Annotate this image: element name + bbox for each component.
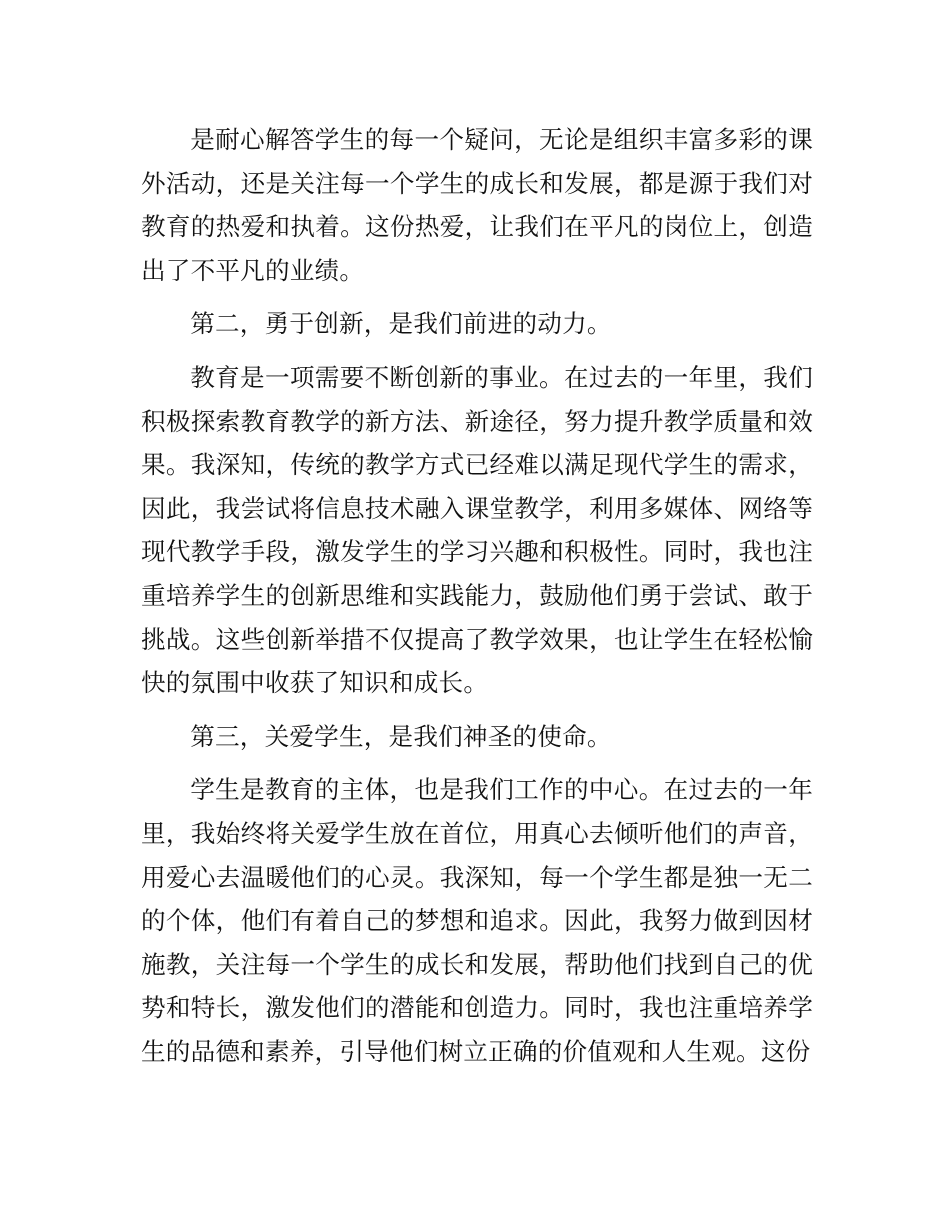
paragraph-caring-students: 学生是教育的主体，也是我们工作的中心。在过去的一年里，我始终将关爱学生放在首位，用真心去倾听他们的声音，用爱心去温暖他们的心灵。我深知，每一个学生都是独一无二的个体，他们有着自己的梦想和追求。因此，我努力做到因材施教，关注每一个学生的成长和发展，帮助他们找到自己的优势和特长，激发他们的潜能和创造力。同时，我也注重培养学生的品德和素养，引导他们树立正确的价值观和人生观。这份 <box>141 775 813 1066</box>
paragraph-innovation: 教育是一项需要不断创新的事业。在过去的一年里，我们积极探索教育教学的新方法、新途径，努力提升教学质量和效果。我深知，传统的教学方式已经难以满足现代学生的需求，因此，我尝试将信息技术融入课堂教学，利用多媒体、网络等现代教学手段，激发学生的学习兴趣和积极性。同时，我也注重培养学生的创新思维和实践能力，鼓励他们勇于尝试、敢于挑战。这些创新举措不仅提高了教学效果，也让学生在轻松愉快的氛围中收获了知识和成长。 <box>141 362 813 698</box>
section-heading-second: 第二，勇于创新，是我们前进的动力。 <box>190 309 612 339</box>
section-heading-third: 第三，关爱学生，是我们神圣的使命。 <box>190 721 612 751</box>
document-body <box>141 118 813 1083</box>
paragraph-continuation: 是耐心解答学生的每一个疑问，无论是组织丰富多彩的课外活动，还是关注每一个学生的成长和发展，都是源于我们对教育的热爱和执着。这份热爱，让我们在平凡的岗位上，创造出了不平凡的业绩。 <box>141 125 813 285</box>
